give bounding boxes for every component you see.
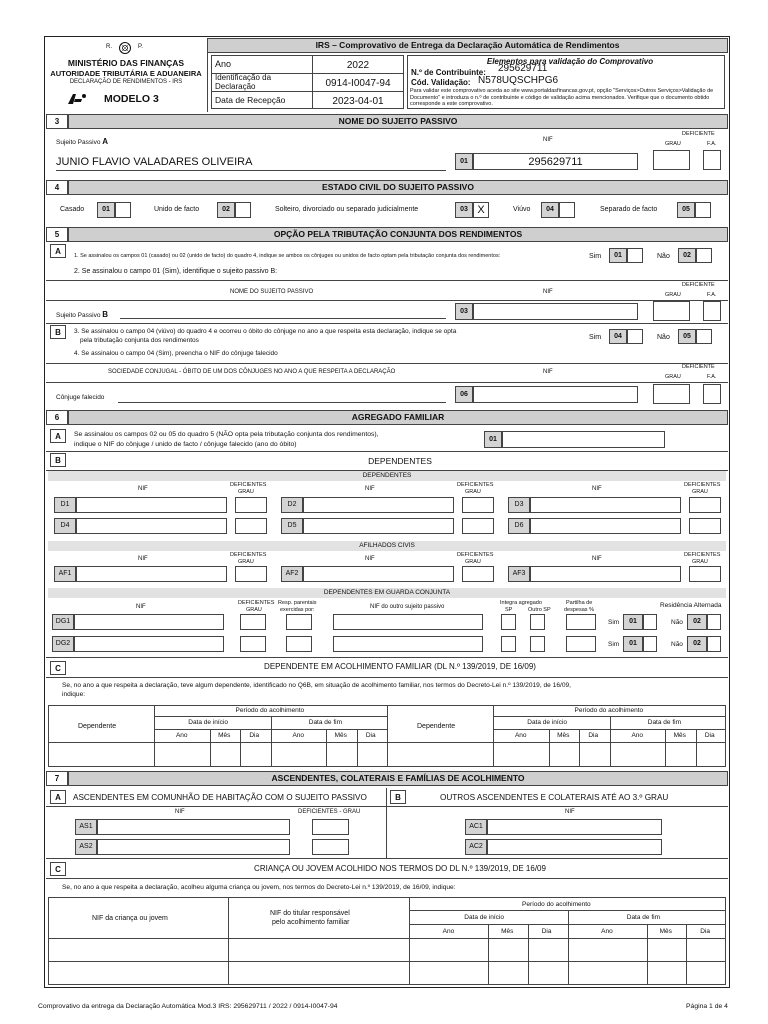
dep-grau-input[interactable]	[235, 497, 267, 513]
s5-code-02: 02	[678, 248, 696, 263]
s5-fa2-header: F.A.	[707, 374, 717, 380]
subsection-6a: A	[50, 429, 66, 443]
validation-code-value: N578UQSCHPG6	[478, 75, 559, 86]
nif-crianca-header: NIF da criança ou jovem	[92, 915, 168, 922]
h	[48, 938, 726, 939]
s7-c-text: Se, no ano a que respeita a declaração, acolheu alguma criança ou jovem, nos termos do Decreto-Lei n.º 139/2019, de 16/09, indique:	[62, 884, 456, 891]
nif-col-header: NIF	[592, 486, 602, 492]
as1-label: AS1	[75, 819, 97, 835]
dep-label: AF1	[54, 566, 76, 582]
dep-nif-input[interactable]	[76, 518, 227, 534]
dg-grau-input[interactable]	[240, 636, 266, 652]
dg-sp-input[interactable]	[501, 614, 516, 630]
dep-nif-input[interactable]	[530, 497, 681, 513]
v	[549, 729, 550, 767]
dep-grau-input[interactable]	[235, 518, 267, 534]
s7c-ano-header: Ano	[601, 928, 613, 935]
s6-a-text1: Se assinalou os campos 02 ou 05 do quadro 5 (NÃO opta pela tributação conjunta dos rendimentos),	[74, 431, 379, 438]
at-logo-icon	[66, 93, 88, 105]
dia-header: Dia	[249, 732, 260, 739]
header-left	[46, 38, 206, 112]
mes-header: Mês	[557, 732, 570, 739]
dg-nif-outro-input[interactable]	[333, 614, 483, 630]
contributor-value: 295629711	[498, 63, 548, 74]
as2-label: AS2	[75, 839, 97, 855]
grau-col-header: GRAU	[692, 559, 708, 565]
partilha-header2: despesas %	[564, 607, 594, 613]
conjuge-fa-input[interactable]	[703, 384, 721, 404]
section-6-number: 6	[46, 410, 68, 425]
dep-label: AF3	[508, 566, 530, 582]
v	[387, 705, 388, 767]
s7a-def-header: DEFICIENTES - GRAU	[298, 809, 361, 815]
nif-col-header: NIF	[138, 486, 148, 492]
code-01: 01	[97, 202, 115, 218]
dg-sp-input[interactable]	[501, 636, 516, 652]
as1-grau-input[interactable]	[312, 819, 349, 835]
section-7-title: ASCENDENTES, COLATERAIS E FAMÍLIAS DE ACOLHIMENTO	[68, 771, 728, 786]
sp-header: SP	[505, 607, 513, 613]
dependentes-subheader: DEPENDENTES	[48, 471, 726, 481]
dep-grau-input[interactable]	[462, 497, 494, 513]
dg-label: DG2	[52, 636, 74, 652]
outro-sp-header: Outro SP	[528, 607, 551, 613]
section-4-title: ESTADO CIVIL DO SUJEITO PASSIVO	[68, 180, 728, 195]
dg-label: DG1	[52, 614, 74, 630]
res-nao-label: Não	[671, 619, 683, 626]
dia-header: Dia	[704, 732, 715, 739]
s6-c-text2: indique:	[62, 691, 86, 698]
s5-code-01: 01	[609, 248, 627, 263]
conjuge-nif-input[interactable]	[473, 386, 638, 403]
dep-label: D2	[281, 497, 303, 513]
ministry-name: MINISTÉRIO DAS FINANÇAS	[67, 58, 185, 68]
nif-col-header: NIF	[138, 556, 148, 562]
republic-r: R.	[106, 44, 112, 50]
dep-label: D6	[508, 518, 530, 534]
s5-grau-header: GRAU	[665, 292, 681, 298]
dg-grau-header: GRAU	[246, 607, 262, 613]
solteiro-checkbox[interactable]: X	[473, 202, 489, 218]
department-name: DECLARAÇÃO DE RENDIMENTOS - IRS	[69, 79, 183, 85]
s5-b4-text: 4. Se assinalou o campo 04 (Sim), preencha o NIF do cônjuge falecido	[74, 350, 278, 357]
s5-fa-header: F.A.	[707, 292, 717, 298]
s7c-mes-header: Mês	[501, 928, 514, 935]
s5-b3b-text: pela tributação conjunta dos rendimentos	[80, 337, 199, 344]
section-5-title: OPÇÃO PELA TRIBUTAÇÃO CONJUNTA DOS RENDIMENTOS	[68, 227, 728, 242]
s7b-nif-header: NIF	[565, 809, 575, 815]
dg-def-header: DEFICIENTES	[238, 600, 275, 606]
dg-nif-outro-input[interactable]	[333, 636, 483, 652]
s5-nif-header: NIF	[543, 289, 553, 295]
identification-value: 0914-I0047-94	[325, 78, 391, 89]
res-nao-checkbox[interactable]	[707, 614, 721, 630]
conjuge-falecido-label: Cônjuge falecido	[56, 394, 105, 401]
dep-nif-input[interactable]	[303, 518, 454, 534]
v	[240, 729, 241, 767]
acolh-periodo-header: Período do acolhimento	[574, 707, 644, 714]
grau-header: GRAU	[665, 141, 681, 147]
taxpayer-name: JUNIO FLAVIO VALADARES OLIVEIRA	[56, 156, 253, 168]
ac2-nif-input[interactable]	[487, 839, 662, 855]
ac1-nif-input[interactable]	[487, 819, 662, 835]
republic-p: P.	[138, 44, 143, 50]
s7c-mes-header: Mês	[659, 928, 672, 935]
viuvo-checkbox[interactable]	[559, 202, 575, 218]
solteiro-label: Solteiro, divorciado ou separado judicialmente	[275, 206, 419, 213]
dg-resp-input[interactable]	[286, 636, 312, 652]
def-col-header: DEFICIENTES	[684, 482, 721, 488]
s7c-periodo-header: Período do acolhimento	[522, 901, 591, 908]
s5-nao-checkbox[interactable]	[696, 248, 712, 263]
res-nao-code: 02	[687, 614, 707, 630]
identification-label: Identificação da Declaração	[215, 73, 272, 91]
res-sim-code: 01	[623, 614, 643, 630]
nif-value: 295629711	[528, 156, 583, 168]
res-nao-checkbox[interactable]	[707, 636, 721, 652]
spb-label: Sujeito Passivo B	[56, 310, 109, 319]
code-02: 02	[217, 202, 235, 218]
dep-grau-input[interactable]	[462, 566, 494, 582]
s6-c-text: Se, no ano a que respeita a declaração, teve algum dependente, identificado no Q6B, em situação de acolhimento familiar, nos termos do Decreto-Lei n.º 139/2019, de 16/09,	[62, 682, 571, 689]
v	[488, 924, 489, 985]
viuvo-label: Viúvo	[513, 206, 531, 213]
nif-col-header: NIF	[365, 486, 375, 492]
s5-grau2-header: GRAU	[665, 374, 681, 380]
validation-note: Para validar este comprovativo aceda ao site www.portaldasfinancas.gov.pt, opção "Serviços>Outros Serviços>Validação de Documento" e introduza o n.º de contribuinte e código de validação acima mencionados. Verifique que o documento obtido corresponde a este comprovativo.	[410, 88, 714, 107]
dep-label: D4	[54, 518, 76, 534]
h	[48, 742, 726, 743]
s6-c-title: DEPENDENTE EM ACOLHIMENTO FAMILIAR (DL N.º 139/2019, DE 16/09)	[264, 662, 536, 671]
dg-outrosp-input[interactable]	[530, 636, 545, 652]
reception-date-value: 2023-04-01	[332, 96, 384, 107]
mes-header: Mês	[673, 732, 686, 739]
dep-label: D5	[281, 518, 303, 534]
nif-outro-header: NIF do outro sujeito passivo	[370, 604, 445, 610]
validation-code-label: Cód. Validação:	[411, 78, 471, 87]
v	[210, 729, 211, 767]
v	[357, 729, 358, 767]
res-sim-checkbox[interactable]	[643, 614, 657, 630]
dg-outrosp-input[interactable]	[530, 614, 545, 630]
footer-page: Página 1 de 4	[686, 1003, 728, 1010]
acolh-fim-header: Data de fim	[308, 719, 342, 726]
dep-grau-input[interactable]	[689, 497, 721, 513]
dependentes-title: DEPENDENTES	[368, 456, 432, 466]
residencia-header: Residência Alternada	[660, 602, 722, 609]
modelo-label: MODELO 3	[104, 93, 159, 105]
v	[665, 729, 666, 767]
h	[409, 924, 726, 925]
s5-def-header: DEFICIENTE	[682, 282, 715, 288]
s7c-inicio-header: Data de início	[464, 914, 504, 921]
ano-header: Ano	[175, 732, 188, 739]
s5-a2-text: 2. Se assinalou o campo 01 (Sim), identifique o sujeito passivo B:	[74, 268, 278, 275]
s7c-ano-header: Ano	[442, 928, 455, 935]
dep-grau-input[interactable]	[689, 566, 721, 582]
s5-nao-label: Não	[657, 253, 670, 260]
casado-label: Casado	[60, 206, 85, 213]
code-05: 05	[677, 202, 695, 218]
v	[647, 924, 648, 985]
grau-input[interactable]	[653, 150, 690, 170]
subsection-7a: A	[50, 790, 66, 804]
h	[48, 961, 726, 962]
s7c-dia-header: Dia	[541, 928, 552, 935]
s7-c-title: CRIANÇA OU JOVEM ACOLHIDO NOS TERMOS DO DL N.º 139/2019, DE 16/09	[254, 864, 546, 873]
dep-nif-input[interactable]	[76, 566, 227, 582]
mes-header: Mês	[334, 732, 347, 739]
acolh-inicio-header: Data de início	[527, 719, 567, 726]
s7-a-title: ASCENDENTES EM COMUNHÃO DE HABITAÇÃO COM O SUJEITO PASSIVO	[73, 793, 367, 802]
dep-nif-input[interactable]	[76, 497, 227, 513]
dg-nif-input[interactable]	[74, 636, 224, 652]
s5-code-03: 03	[455, 303, 473, 320]
dep-label: D3	[508, 497, 530, 513]
resp-header2: exercidas por:	[280, 607, 315, 613]
partilha-header: Partilha de	[566, 600, 593, 606]
nif-header: NIF	[543, 137, 553, 143]
separado-label: Separado de facto	[600, 206, 658, 213]
grid-line	[46, 657, 728, 658]
s6-a-text2: indique o NIF do cônjuge / unido de facto / cônjuge falecido (ano do óbito)	[74, 441, 297, 448]
reception-date-label: Data de Recepção	[215, 95, 286, 105]
as1-nif-input[interactable]	[97, 819, 290, 835]
v	[568, 910, 569, 985]
s5-def2-header: DEFICIENTE	[682, 364, 715, 370]
subsection-7c: C	[50, 862, 66, 876]
nome-sp-header: NOME DO SUJEITO PASSIVO	[230, 289, 314, 295]
dia-header: Dia	[365, 732, 376, 739]
s7-b-title: OUTROS ASCENDENTES E COLATERAIS ATÉ AO 3.º GRAU	[440, 793, 669, 802]
s5-sim-checkbox[interactable]	[627, 248, 643, 263]
s5-code-05: 05	[678, 329, 696, 344]
res-nao-code: 02	[687, 636, 707, 652]
contributor-label: N.º de Contribuinte:	[411, 68, 486, 77]
subsection-6b: B	[50, 453, 66, 467]
conjuge-grau-input[interactable]	[653, 384, 690, 404]
s5b-nao-label: Não	[657, 334, 670, 341]
dep-nif-input[interactable]	[530, 566, 681, 582]
fa-header: F.A.	[707, 141, 717, 147]
h	[493, 729, 726, 730]
dep-nif-input[interactable]	[530, 518, 681, 534]
s7c-fim-header: Data de fim	[626, 914, 660, 921]
s5-a1-text: 1. Se assinalou os campos 01 (casado) ou 02 (unido de facto) do quadro 4, indique se ambos os cônjuges ou unidos de facto optam pela tributação conjunta dos rendimentos:	[74, 253, 501, 259]
section-5-number: 5	[46, 227, 68, 242]
dep-label: AF2	[281, 566, 303, 582]
ac2-label: AC2	[465, 839, 487, 855]
acolh-periodo-header: Período do acolhimento	[235, 707, 305, 714]
s7a-nif-header: NIF	[175, 809, 185, 815]
v	[228, 897, 229, 985]
v	[154, 705, 155, 767]
nif-col-header: NIF	[592, 556, 602, 562]
mes-header: Mês	[218, 732, 231, 739]
s5-code-06: 06	[455, 386, 473, 403]
year-label: Ano	[215, 59, 232, 69]
section-6-title: AGREGADO FAMILIAR	[68, 410, 728, 425]
separado-checkbox[interactable]	[695, 202, 711, 218]
s7c-dia-header: Dia	[700, 928, 710, 935]
footer-left: Comprovativo da entrega da Declaração Automática Mod.3 IRS: 295629711 / 2022 / 0914-I0047-94	[38, 1003, 338, 1010]
s5-code-04: 04	[609, 329, 627, 344]
dep-grau-input[interactable]	[235, 566, 267, 582]
section-3-title: NOME DO SUJEITO PASSIVO	[68, 114, 728, 129]
subsection-5a: A	[50, 244, 66, 258]
v	[579, 729, 580, 767]
ano-header: Ano	[292, 732, 305, 739]
s6-conjuge-nif-input[interactable]	[502, 431, 665, 448]
spb-fa-input[interactable]	[703, 301, 721, 321]
subsection-6c: C	[50, 661, 66, 675]
unido-label: Unido de facto	[154, 206, 200, 213]
h	[154, 729, 387, 730]
s6-code-01: 01	[484, 431, 502, 448]
ac1-label: AC1	[465, 819, 487, 835]
v	[696, 729, 697, 767]
as2-grau-input[interactable]	[312, 839, 349, 855]
dep-grau-input[interactable]	[689, 518, 721, 534]
titular-header1: NIF do titular responsável	[270, 910, 350, 917]
resp-header: Resp. parentais	[278, 600, 317, 606]
s5b-sim-label: Sim	[589, 334, 602, 341]
def-col-header: DEFICIENTES	[457, 552, 494, 558]
grau-col-header: GRAU	[238, 559, 254, 565]
dg-partilha-input[interactable]	[566, 614, 596, 630]
as2-nif-input[interactable]	[97, 839, 290, 855]
grau-col-header: GRAU	[465, 489, 481, 495]
authority-name: AUTORIDADE TRIBUTÁRIA E ADUANEIRA	[50, 69, 202, 78]
res-nao-label: Não	[671, 641, 683, 648]
field-01: 01	[455, 153, 473, 170]
subsection-7b: B	[390, 790, 406, 804]
section-4-number: 4	[46, 180, 68, 195]
s5b-nao-checkbox[interactable]	[696, 329, 712, 344]
section-7-number: 7	[46, 771, 68, 786]
integra-header: Integra agregado	[500, 600, 542, 606]
def-col-header: DEFICIENTES	[684, 552, 721, 558]
dia-header: Dia	[588, 732, 599, 739]
grau-col-header: GRAU	[692, 489, 708, 495]
afilhados-subheader: AFILHADOS CIVIS	[48, 541, 726, 551]
dep-grau-input[interactable]	[462, 518, 494, 534]
code-04: 04	[541, 202, 559, 218]
ano-header: Ano	[514, 732, 527, 739]
v	[493, 705, 494, 767]
spb-grau-input[interactable]	[653, 301, 690, 321]
document-title: IRS – Comprovativo de Entrega da Declaração Automática de Rendimentos	[207, 38, 728, 53]
res-sim-checkbox[interactable]	[643, 636, 657, 652]
s5-sim-label: Sim	[589, 253, 602, 260]
dg-grau-input[interactable]	[240, 614, 266, 630]
coat-of-arms-icon	[118, 41, 132, 55]
deficiente-header: DEFICIENTE	[682, 131, 715, 137]
def-col-header: DEFICIENTES	[230, 552, 267, 558]
year-value: 2022	[346, 60, 370, 71]
grau-col-header: GRAU	[238, 489, 254, 495]
guarda-subheader: DEPENDENTES EM GUARDA CONJUNTA	[48, 588, 726, 598]
code-03: 03	[455, 202, 473, 218]
acolh-fim-header: Data de fim	[647, 719, 681, 726]
fa-input[interactable]	[703, 150, 721, 170]
casado-checkbox[interactable]	[115, 202, 131, 218]
soc-conjugal-header: SOCIEDADE CONJUGAL - ÓBITO DE UM DOS CÔNJUGES NO ANO A QUE RESPEITA A DECLARAÇÃO	[108, 369, 396, 375]
def-col-header: DEFICIENTES	[457, 482, 494, 488]
acolh-inicio-header: Data de início	[188, 719, 228, 726]
sp-a-label: Sujeito Passivo A	[56, 137, 109, 146]
validation-title: Elementos para validação do Comprovativo	[486, 57, 654, 66]
v	[326, 729, 327, 767]
dep-nif-input[interactable]	[303, 566, 454, 582]
v	[528, 924, 529, 985]
dg-partilha-input[interactable]	[566, 636, 596, 652]
dg-nif-header: NIF	[136, 604, 146, 610]
v	[686, 924, 687, 985]
dep-nif-input[interactable]	[303, 497, 454, 513]
grau-col-header: GRAU	[465, 559, 481, 565]
spb-nif-input[interactable]	[473, 303, 638, 320]
titular-header2: pelo acolhimento familiar	[272, 919, 350, 926]
acolh-dependente-header: Dependente	[78, 723, 117, 730]
acolh-dependente-header: Dependente	[417, 723, 456, 730]
res-sim-label: Sim	[608, 641, 620, 648]
s5-nif2-header: NIF	[543, 369, 553, 375]
ano-header: Ano	[631, 732, 644, 739]
dep-label: D1	[54, 497, 76, 513]
subsection-5b: B	[50, 325, 66, 339]
nif-col-header: NIF	[365, 556, 375, 562]
def-col-header: DEFICIENTES	[230, 482, 267, 488]
dg-resp-input[interactable]	[286, 614, 312, 630]
section-3-number: 3	[46, 114, 68, 129]
res-sim-code: 01	[623, 636, 643, 652]
unido-checkbox[interactable]	[235, 202, 251, 218]
s5b-sim-checkbox[interactable]	[627, 329, 643, 344]
dg-nif-input[interactable]	[74, 614, 224, 630]
res-sim-label: Sim	[608, 619, 620, 626]
s5-b3-text: 3. Se assinalou o campo 04 (viúvo) do quadro 4 e ocorreu o óbito do cônjuge no ano a que respeita esta declaração, indique se opta	[74, 328, 457, 335]
